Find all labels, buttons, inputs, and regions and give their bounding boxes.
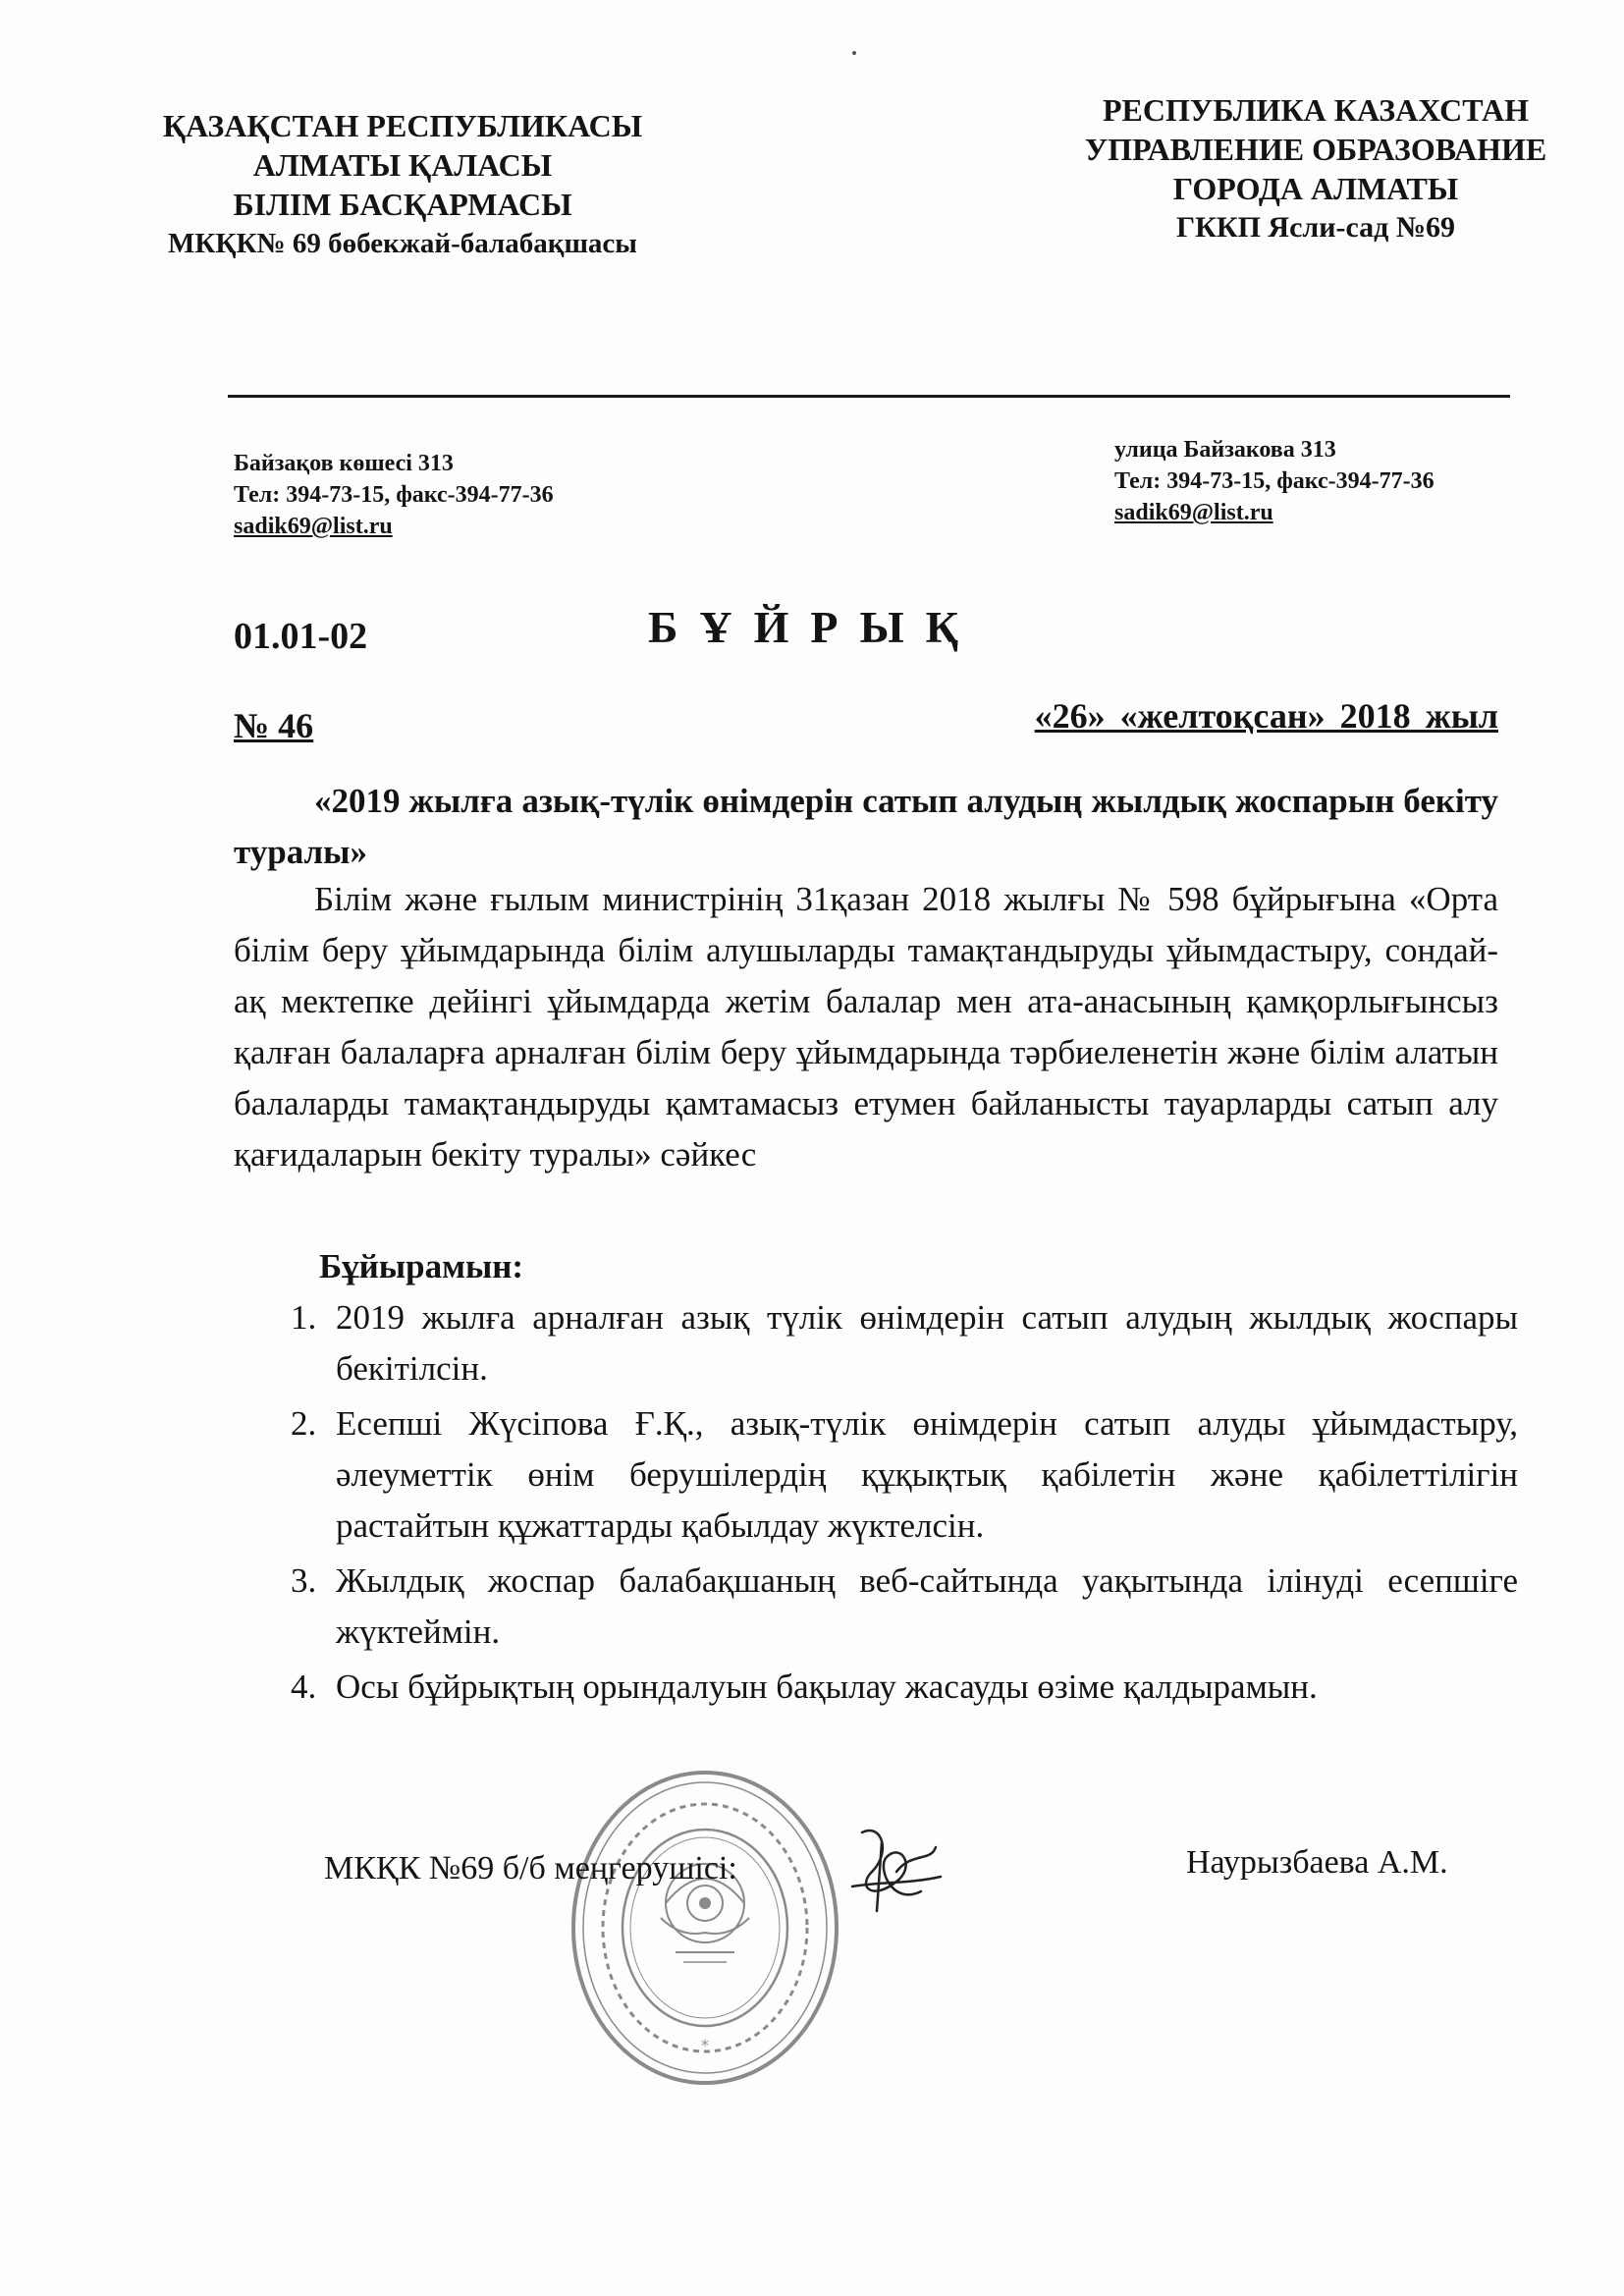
order-item-number: 3. — [291, 1561, 317, 1600]
header-divider — [228, 395, 1510, 398]
official-seal-stamp — [568, 1766, 842, 2090]
order-item-number: 1. — [291, 1298, 317, 1337]
order-basis-paragraph: Білім және ғылым министрінің 31қазан 2018 жылғы № 598 бұйрығына «Орта білім беру ұйымдарында білім алушыларды тамақтандыруды ұйымдастыру, сондай-ақ мектепке дейінгі ұйымдарда жетім балалар мен ата-анасының қамқорлығынсыз қалған балаларға арналған білім беру ұйымдарында тәрбиеленетін және білім алатын балаларды тамақтандыруды қамтамасыз етумен байланысты тауарларды сатып алу қағидаларын бекіту туралы» сәйкес — [234, 880, 1498, 1174]
address-russian-email[interactable]: sadik69@list.ru — [1114, 500, 1273, 525]
order-title: БҰЙРЫҚ — [648, 602, 981, 652]
order-subject: «2019 жылға азық-түлік өнімдерін сатып алудың жылдық жоспарын бекіту туралы» — [234, 782, 1498, 871]
address-russian-street: улица Байзакова 313 — [1114, 437, 1336, 463]
header-kazakh-line3: БІЛІМ БАСҚАРМАСЫ — [233, 187, 572, 222]
order-code: 01.01-02 — [234, 616, 368, 657]
handwritten-signature — [842, 1813, 950, 1931]
header-kazakh-line1: ҚАЗАҚСТАН РЕСПУБЛИКАСЫ — [162, 108, 643, 143]
address-kazakh-street: Байзақов көшесі 313 — [234, 451, 454, 476]
order-item-text: Есепші Жүсіпова Ғ.Қ., азық-түлік өнімдерін сатып алуды ұйымдастыру, әлеуметтік өнім берушілердің құқықтық қабілетін және қабілеттілігін растайтын құжаттарды қабылдау жүктелсін. — [336, 1404, 1518, 1545]
order-item-number: 2. — [291, 1404, 317, 1443]
order-item — [285, 1398, 1518, 1552]
svg-text:*: * — [701, 2036, 709, 2054]
order-item-text: Осы бұйрықтың орындалуын бақылау жасауды өзіме қалдырамын. — [336, 1667, 1318, 1706]
header-russian-line3: ГОРОДА АЛМАТЫ — [1172, 171, 1459, 206]
order-item-number: 4. — [291, 1667, 317, 1706]
address-kazakh-email[interactable]: sadik69@list.ru — [234, 514, 393, 539]
order-item — [285, 1292, 1518, 1394]
signatory-name: Наурызбаева А.М. — [1186, 1844, 1448, 1881]
order-items-list — [285, 1292, 1518, 1717]
address-russian-phone: Тел: 394-73-15, факс-394-77-36 — [1114, 468, 1435, 494]
address-kazakh — [234, 448, 554, 542]
signatory-position: МКҚК №69 б/б меңгерушісі: — [324, 1850, 737, 1886]
order-date: «26» «желтоқсан» 2018 жыл — [1034, 696, 1498, 736]
header-russian — [1051, 90, 1581, 247]
order-number: № 46 — [234, 706, 314, 745]
header-russian-line2: УПРАВЛЕНИЕ ОБРАЗОВАНИЕ — [1084, 132, 1547, 167]
order-item-text: Жылдық жоспар балабақшаның веб-сайтында уақытында ілінуді есепшіге жүктеймін. — [336, 1561, 1518, 1651]
order-item — [285, 1662, 1518, 1713]
scan-speck — [852, 51, 856, 55]
header-russian-line4: ГККП Ясли-сад №69 — [1175, 211, 1456, 244]
address-kazakh-phone: Тел: 394-73-15, факс-394-77-36 — [234, 482, 554, 508]
order-item — [285, 1556, 1518, 1658]
header-russian-line1: РЕСПУБЛИКА КАЗАХСТАН — [1102, 92, 1530, 128]
address-russian — [1114, 434, 1435, 528]
header-kazakh — [118, 106, 687, 263]
order-item-text: 2019 жылға арналған азық түлік өнімдерін сатып алудың жылдық жоспары бекітілсін. — [336, 1298, 1518, 1388]
order-directive-heading: Бұйырамын: — [319, 1247, 524, 1285]
header-kazakh-line2: АЛМАТЫ ҚАЛАСЫ — [252, 147, 553, 183]
header-kazakh-line4: МКҚК№ 69 бөбекжай-балабақшасы — [168, 228, 637, 259]
